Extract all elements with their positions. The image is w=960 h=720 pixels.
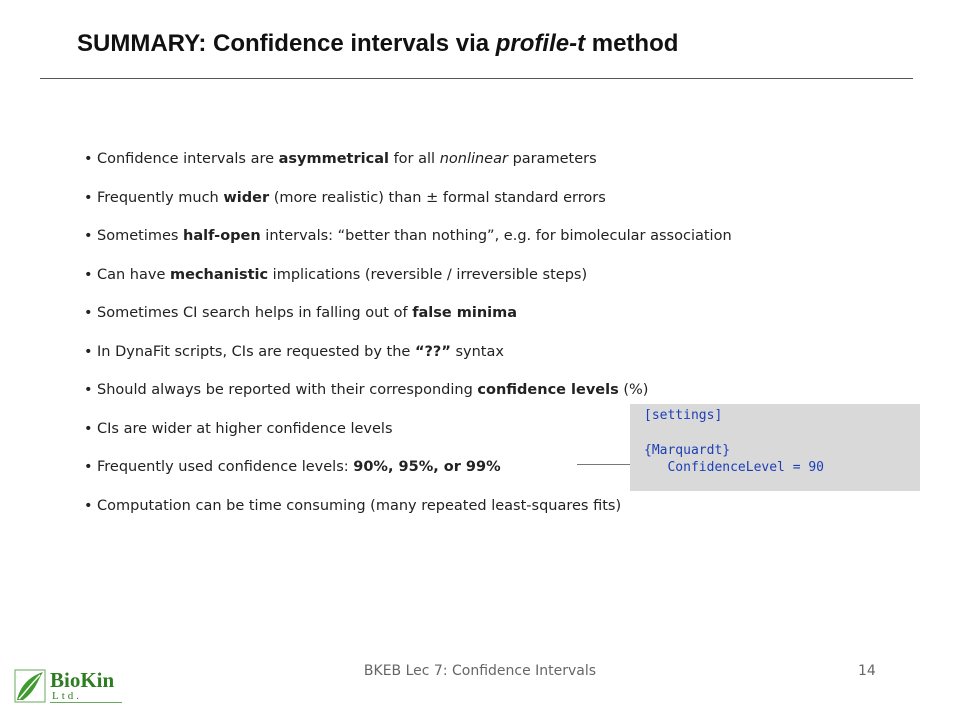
bullet-dot: • bbox=[84, 228, 93, 244]
bullet-text: Confidence intervals are bbox=[97, 151, 279, 167]
slide-title bbox=[77, 30, 678, 58]
bullet-item bbox=[84, 225, 732, 264]
bullet-text: for all bbox=[388, 151, 440, 167]
bullet-text: “??” bbox=[414, 343, 451, 360]
code-snippet-box bbox=[630, 404, 920, 491]
bullet-dot: • bbox=[84, 151, 93, 167]
title-part-1: SUMMARY: Confidence intervals via bbox=[77, 30, 496, 57]
bullet-text: Can have bbox=[97, 266, 170, 283]
bullet-text: syntax bbox=[450, 343, 504, 360]
bullet-text: confidence levels bbox=[477, 382, 619, 398]
bullet-item bbox=[84, 495, 732, 534]
bullet-dot: • bbox=[84, 305, 93, 321]
bullet-text: intervals: “better than nothing”, e.g. for bimolecular association bbox=[260, 228, 732, 244]
bullet-text: CIs are wider at higher confidence levels bbox=[97, 420, 393, 437]
bullet-text: Sometimes CI search helps in falling out of bbox=[97, 305, 413, 321]
bullet-text: false minima bbox=[412, 305, 518, 321]
bullet-text: (more realistic) than ± formal standard errors bbox=[269, 189, 606, 206]
footer-title: BKEB Lec 7: Confidence Intervals bbox=[363, 663, 597, 679]
connector-line bbox=[577, 464, 630, 465]
leaf-icon bbox=[14, 669, 46, 703]
code-line bbox=[644, 424, 920, 441]
bullet-text: mechanistic bbox=[170, 266, 269, 283]
bullet-dot: • bbox=[84, 420, 93, 437]
logo-brand-text: BioKin bbox=[50, 668, 115, 692]
biokin-logo bbox=[14, 668, 124, 704]
bullet-dot: • bbox=[84, 343, 93, 360]
bullet-text: Should always be reported with their corresponding bbox=[97, 382, 478, 398]
bullet-text: half-open bbox=[183, 228, 261, 244]
bullet-text: (%) bbox=[618, 382, 649, 398]
bullet-dot: • bbox=[84, 266, 93, 283]
bullet-text: wider bbox=[223, 189, 270, 206]
bullet-text: Sometimes bbox=[97, 228, 184, 244]
bullet-text: asymmetrical bbox=[278, 151, 389, 167]
bullet-text: implications (reversible / irreversible steps) bbox=[268, 266, 588, 283]
logo-underline bbox=[50, 702, 122, 703]
bullet-dot: • bbox=[84, 189, 93, 206]
logo-sub-text: Ltd. bbox=[52, 690, 83, 702]
bullet-text: Frequently used confidence levels: bbox=[97, 459, 354, 475]
code-line: {Marquardt} bbox=[644, 442, 731, 458]
bullet-text: Computation can be time consuming (many repeated least-squares fits) bbox=[97, 497, 622, 514]
bullet-item bbox=[84, 187, 732, 226]
page-number: 14 bbox=[858, 663, 876, 679]
bullet-item bbox=[84, 302, 732, 341]
bullet-item bbox=[84, 148, 732, 187]
bullet-dot: • bbox=[84, 459, 93, 475]
title-divider bbox=[40, 78, 913, 79]
bullet-dot: • bbox=[84, 382, 93, 398]
bullet-item bbox=[84, 341, 732, 380]
bullet-text: Frequently much bbox=[97, 189, 224, 206]
title-emphasis: profile-t bbox=[495, 30, 586, 57]
title-part-2: method bbox=[585, 30, 679, 57]
bullet-item bbox=[84, 264, 732, 303]
bullet-text: parameters bbox=[507, 151, 597, 167]
bullet-text: In DynaFit scripts, CIs are requested by the bbox=[97, 343, 415, 360]
bullet-text: nonlinear bbox=[439, 151, 508, 167]
bullet-dot: • bbox=[84, 497, 93, 514]
bullet-text: 90%, 95%, or 99% bbox=[353, 459, 501, 475]
code-line: [settings] bbox=[644, 408, 723, 423]
code-line: ConfidenceLevel = 90 bbox=[644, 459, 825, 475]
